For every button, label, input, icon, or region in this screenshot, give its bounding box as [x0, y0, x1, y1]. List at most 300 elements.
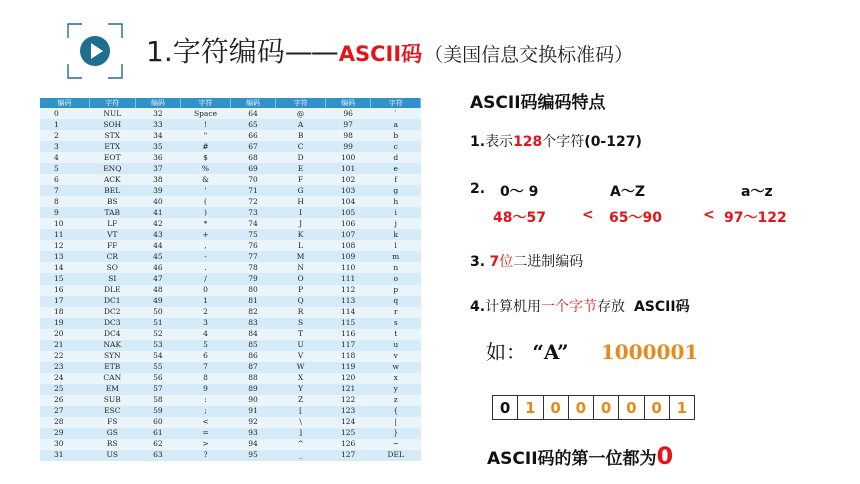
code-cell: 124 — [325, 417, 371, 428]
code-cell: 21 — [40, 340, 89, 351]
char-cell: G — [276, 185, 325, 196]
char-cell: GS — [89, 428, 135, 439]
code-cell: 45 — [135, 251, 181, 262]
table-row — [40, 141, 421, 152]
code-cell: 11 — [40, 229, 89, 240]
char-cell: x — [371, 373, 421, 384]
feature-item-3 — [470, 251, 583, 271]
char-cell: 7 — [181, 362, 230, 373]
char-cell: H — [276, 196, 325, 207]
table-row — [40, 329, 421, 340]
code-cell: 4 — [40, 152, 89, 163]
code-cell: 100 — [325, 152, 371, 163]
char-cell: P — [276, 285, 325, 296]
char-cell: : — [181, 395, 230, 406]
char-cell: \ — [276, 417, 325, 428]
char-cell: p — [371, 285, 421, 296]
bit-cell: 0 — [645, 396, 670, 419]
table-row — [40, 218, 421, 229]
item-number: 4. — [470, 299, 486, 315]
table-row — [40, 119, 421, 130]
code-cell: 57 — [135, 384, 181, 395]
bit-cell: 1 — [518, 396, 543, 419]
code-cell: 102 — [325, 174, 371, 185]
code-cell: 122 — [325, 395, 371, 406]
code-cell: 10 — [40, 218, 89, 229]
code-cell: 82 — [230, 307, 276, 318]
code-cell: 105 — [325, 207, 371, 218]
table-row — [40, 428, 421, 439]
item-number: 3. — [470, 254, 486, 270]
char-cell: M — [276, 251, 325, 262]
code-cell: 14 — [40, 262, 89, 273]
code-cell: 121 — [325, 384, 371, 395]
code-cell: 112 — [325, 285, 371, 296]
char-cell: RS — [89, 439, 135, 450]
table-row — [40, 207, 421, 218]
code-cell: 46 — [135, 262, 181, 273]
play-button-icon — [66, 22, 124, 80]
char-cell: 8 — [181, 373, 230, 384]
code-cell: 74 — [230, 218, 276, 229]
char-cell: 2 — [181, 307, 230, 318]
char-cell: DC1 — [89, 296, 135, 307]
code-cell: 35 — [135, 141, 181, 152]
char-cell: SI — [89, 273, 135, 284]
code-cell: 18 — [40, 307, 89, 318]
char-cell: c — [371, 141, 421, 152]
char-cell: DEL — [371, 450, 421, 461]
char-cell: V — [276, 351, 325, 362]
code-cell: 36 — [135, 152, 181, 163]
char-cell: US — [89, 450, 135, 461]
code-cell: 47 — [135, 273, 181, 284]
code-cell: 29 — [40, 428, 89, 439]
char-cell: O — [276, 273, 325, 284]
char-cell: . — [181, 262, 230, 273]
code-cell: 26 — [40, 395, 89, 406]
table-body — [40, 108, 421, 461]
bit-unit: 位 — [499, 254, 514, 270]
char-cell: DLE — [89, 285, 135, 296]
section-heading: ASCII码编码特点 — [470, 93, 606, 113]
code-cell: 15 — [40, 273, 89, 284]
code-cell: 2 — [40, 130, 89, 141]
char-cell: ) — [181, 207, 230, 218]
char-cell: A — [276, 119, 325, 130]
char-cell: + — [181, 229, 230, 240]
uppercase-range: 65～90 — [609, 210, 662, 226]
char-cell: K — [276, 229, 325, 240]
code-cell: 109 — [325, 251, 371, 262]
feature-item-4 — [470, 296, 690, 316]
code-cell: 13 — [40, 251, 89, 262]
code-cell: 98 — [325, 130, 371, 141]
code-cell: 106 — [325, 218, 371, 229]
char-cell: " — [181, 130, 230, 141]
char-cell: = — [181, 428, 230, 439]
char-cell: DC4 — [89, 329, 135, 340]
char-cell: ^ — [276, 439, 325, 450]
char-cell: z — [371, 395, 421, 406]
char-cell: S — [276, 318, 325, 329]
page-title — [146, 30, 633, 70]
code-cell: 69 — [230, 163, 276, 174]
item-text: 二进制编码 — [513, 254, 584, 270]
char-cell: - — [181, 251, 230, 262]
char-cell: b — [371, 130, 421, 141]
char-cell: DC2 — [89, 307, 135, 318]
code-cell: 114 — [325, 307, 371, 318]
char-cell: F — [276, 174, 325, 185]
item-text: 个字符 — [542, 134, 585, 150]
ascii-table — [40, 98, 421, 461]
code-cell: 86 — [230, 351, 276, 362]
char-cell: g — [371, 185, 421, 196]
table-row — [40, 273, 421, 284]
code-cell: 66 — [230, 130, 276, 141]
code-cell: 43 — [135, 229, 181, 240]
char-cell: D — [276, 152, 325, 163]
code-cell: 23 — [40, 362, 89, 373]
title-number: 1. — [146, 35, 173, 68]
table-header-row — [40, 98, 421, 108]
table-row — [40, 351, 421, 362]
char-cell: % — [181, 163, 230, 174]
char-cell: STX — [89, 130, 135, 141]
example-prefix: 如： — [486, 340, 526, 364]
byte-highlight: 一个字节 — [541, 299, 598, 315]
code-cell: 127 — [325, 450, 371, 461]
header-cell: 编码 — [230, 98, 276, 108]
char-cell: w — [371, 362, 421, 373]
bit-cell: 1 — [676, 398, 688, 417]
code-cell: 97 — [325, 119, 371, 130]
table-row — [40, 174, 421, 185]
code-cell: 116 — [325, 329, 371, 340]
example-code: 1000001 — [600, 340, 699, 364]
example-line — [486, 336, 698, 365]
code-cell: 38 — [135, 174, 181, 185]
code-cell: 90 — [230, 395, 276, 406]
table-row — [40, 395, 421, 406]
code-cell: 24 — [40, 373, 89, 384]
code-cell: 99 — [325, 141, 371, 152]
table-row — [40, 406, 421, 417]
code-cell: 7 — [40, 185, 89, 196]
code-cell: 58 — [135, 395, 181, 406]
code-cell: 33 — [135, 119, 181, 130]
char-cell: ~ — [371, 439, 421, 450]
table-row — [40, 229, 421, 240]
item-number: 1. — [470, 134, 486, 150]
char-cell: ] — [276, 428, 325, 439]
code-cell: 16 — [40, 285, 89, 296]
code-cell: 108 — [325, 240, 371, 251]
char-cell: $ — [181, 152, 230, 163]
code-cell: 107 — [325, 229, 371, 240]
table-row — [40, 340, 421, 351]
char-cell: > — [181, 439, 230, 450]
char-cell: # — [181, 141, 230, 152]
code-cell: 0 — [40, 108, 89, 119]
code-cell: 81 — [230, 296, 276, 307]
table-row — [40, 384, 421, 395]
char-cell: ACK — [89, 174, 135, 185]
code-cell: 19 — [40, 318, 89, 329]
bit-cell: 0 — [594, 396, 619, 419]
code-cell: 67 — [230, 141, 276, 152]
char-cell: B — [276, 130, 325, 141]
code-cell: 125 — [325, 428, 371, 439]
table-row — [40, 439, 421, 450]
code-cell: 76 — [230, 240, 276, 251]
table-row — [40, 240, 421, 251]
table-row — [40, 307, 421, 318]
bit-cell: 0 — [544, 396, 569, 419]
code-cell: 5 — [40, 163, 89, 174]
code-cell: 51 — [135, 318, 181, 329]
char-cell: o — [371, 273, 421, 284]
code-cell: 31 — [40, 450, 89, 461]
code-cell: 6 — [40, 174, 89, 185]
lowercase-label: a～z — [741, 184, 773, 200]
code-cell: 119 — [325, 362, 371, 373]
char-cell: DC3 — [89, 318, 135, 329]
code-cell: 30 — [40, 439, 89, 450]
code-cell: 126 — [325, 439, 371, 450]
char-cell: / — [181, 273, 230, 284]
code-cell: 80 — [230, 285, 276, 296]
code-cell: 37 — [135, 163, 181, 174]
char-cell: ` — [371, 108, 421, 119]
code-cell: 52 — [135, 329, 181, 340]
char-cell: X — [276, 373, 325, 384]
table-row — [40, 196, 421, 207]
char-cell: C — [276, 141, 325, 152]
code-cell: 77 — [230, 251, 276, 262]
code-cell: 9 — [40, 207, 89, 218]
code-cell: 115 — [325, 318, 371, 329]
code-cell: 44 — [135, 240, 181, 251]
bit-count: 7 — [489, 254, 500, 270]
code-cell: 17 — [40, 296, 89, 307]
code-cell: 50 — [135, 307, 181, 318]
char-cell: SYN — [89, 351, 135, 362]
code-cell: 75 — [230, 229, 276, 240]
code-cell: 42 — [135, 218, 181, 229]
char-cell: J — [276, 218, 325, 229]
code-cell: 123 — [325, 406, 371, 417]
char-cell: 3 — [181, 318, 230, 329]
code-cell: 53 — [135, 340, 181, 351]
code-cell: 110 — [325, 262, 371, 273]
char-cell: ETB — [89, 362, 135, 373]
code-cell: 63 — [135, 450, 181, 461]
bit-cell: 0 — [569, 396, 594, 419]
code-cell: 95 — [230, 450, 276, 461]
conclusion — [487, 442, 673, 470]
char-cell: Y — [276, 384, 325, 395]
feature-item-1 — [470, 131, 642, 151]
code-cell: 54 — [135, 351, 181, 362]
char-cell: N — [276, 262, 325, 273]
char-cell: ESC — [89, 406, 135, 417]
char-cell: EOT — [89, 152, 135, 163]
code-range: (0-127) — [584, 134, 642, 150]
char-cell: j — [371, 218, 421, 229]
item-text: 表示 — [485, 134, 514, 150]
table-row — [40, 185, 421, 196]
char-cell: @ — [276, 108, 325, 119]
code-cell: 64 — [230, 108, 276, 119]
char-cell: VT — [89, 229, 135, 240]
char-cell: { — [371, 406, 421, 417]
item-number: 2. — [470, 181, 486, 197]
less-than-sign: < — [703, 207, 715, 223]
code-cell: 94 — [230, 439, 276, 450]
code-cell: 62 — [135, 439, 181, 450]
code-cell: 118 — [325, 351, 371, 362]
conclusion-value: 0 — [656, 442, 674, 470]
code-cell: 61 — [135, 428, 181, 439]
code-cell: 70 — [230, 174, 276, 185]
char-cell: 1 — [181, 296, 230, 307]
char-cell: TAB — [89, 207, 135, 218]
char-cell: ! — [181, 119, 230, 130]
title-highlight: ASCII码 — [338, 42, 423, 66]
title-main: 字符编码 — [172, 35, 285, 68]
code-cell: 60 — [135, 417, 181, 428]
char-cell: < — [181, 417, 230, 428]
char-cell: BEL — [89, 185, 135, 196]
table-row — [40, 108, 421, 119]
char-cell: T — [276, 329, 325, 340]
code-cell: 55 — [135, 362, 181, 373]
less-than-sign: < — [582, 207, 594, 223]
char-cell: a — [371, 119, 421, 130]
table-row — [40, 285, 421, 296]
char-cell: Space — [181, 108, 230, 119]
char-cell: k — [371, 229, 421, 240]
code-cell: 48 — [135, 285, 181, 296]
char-cell: v — [371, 351, 421, 362]
code-cell: 83 — [230, 318, 276, 329]
char-cell: i — [371, 207, 421, 218]
char-cell: SOH — [89, 119, 135, 130]
char-cell: SO — [89, 262, 135, 273]
code-cell: 117 — [325, 340, 371, 351]
char-cell: E — [276, 163, 325, 174]
char-cell: Z — [276, 395, 325, 406]
char-cell: , — [181, 240, 230, 251]
char-cell: r — [371, 307, 421, 318]
code-cell: 104 — [325, 196, 371, 207]
table-row — [40, 130, 421, 141]
char-cell: * — [181, 218, 230, 229]
char-count: 128 — [513, 134, 543, 150]
char-cell: m — [371, 251, 421, 262]
bit-cell: 0 — [493, 396, 518, 419]
code-cell: 8 — [40, 196, 89, 207]
char-cell: h — [371, 196, 421, 207]
header-cell: 字符 — [89, 98, 135, 108]
code-cell: 34 — [135, 130, 181, 141]
code-cell: 65 — [230, 119, 276, 130]
char-cell: [ — [276, 406, 325, 417]
code-cell: 78 — [230, 262, 276, 273]
digit-range: 48～57 — [493, 210, 546, 226]
code-cell: 101 — [325, 163, 371, 174]
char-cell: l — [371, 240, 421, 251]
char-cell: _ — [276, 450, 325, 461]
char-cell: BS — [89, 196, 135, 207]
code-cell: 3 — [40, 141, 89, 152]
bit-cell: 0 — [619, 396, 644, 419]
code-cell: 41 — [135, 207, 181, 218]
code-cell: 73 — [230, 207, 276, 218]
char-cell: U — [276, 340, 325, 351]
table-row — [40, 251, 421, 262]
uppercase-label: A～Z — [610, 184, 645, 200]
code-cell: 89 — [230, 384, 276, 395]
code-cell: 59 — [135, 406, 181, 417]
code-cell: 79 — [230, 273, 276, 284]
code-cell: 113 — [325, 296, 371, 307]
code-cell: 103 — [325, 185, 371, 196]
char-cell: f — [371, 174, 421, 185]
header-cell: 字符 — [371, 98, 421, 108]
char-cell: ENQ — [89, 163, 135, 174]
code-cell: 22 — [40, 351, 89, 362]
code-cell: 25 — [40, 384, 89, 395]
char-cell: ; — [181, 406, 230, 417]
table-row — [40, 450, 421, 461]
code-cell: 40 — [135, 196, 181, 207]
char-cell: y — [371, 384, 421, 395]
code-cell: 91 — [230, 406, 276, 417]
code-cell: 68 — [230, 152, 276, 163]
code-cell: 20 — [40, 329, 89, 340]
char-cell: & — [181, 174, 230, 185]
char-cell: t — [371, 329, 421, 340]
header-cell: 编码 — [40, 98, 89, 108]
char-cell: SUB — [89, 395, 135, 406]
char-cell: NAK — [89, 340, 135, 351]
char-cell: 0 — [181, 285, 230, 296]
char-cell: FS — [89, 417, 135, 428]
lowercase-range: 97～122 — [724, 210, 787, 226]
title-dash: —— — [284, 35, 337, 68]
char-cell: q — [371, 296, 421, 307]
char-cell: FF — [89, 240, 135, 251]
table-row — [40, 417, 421, 428]
code-cell: 84 — [230, 329, 276, 340]
table-row — [40, 373, 421, 384]
code-cell: 87 — [230, 362, 276, 373]
char-cell: I — [276, 207, 325, 218]
char-cell: 6 — [181, 351, 230, 362]
code-cell: 28 — [40, 417, 89, 428]
code-cell: 72 — [230, 196, 276, 207]
char-cell: n — [371, 262, 421, 273]
table-row — [40, 163, 421, 174]
char-cell: ETX — [89, 141, 135, 152]
code-cell: 92 — [230, 417, 276, 428]
code-cell: 93 — [230, 428, 276, 439]
header-cell: 编码 — [325, 98, 371, 108]
char-cell: LF — [89, 218, 135, 229]
